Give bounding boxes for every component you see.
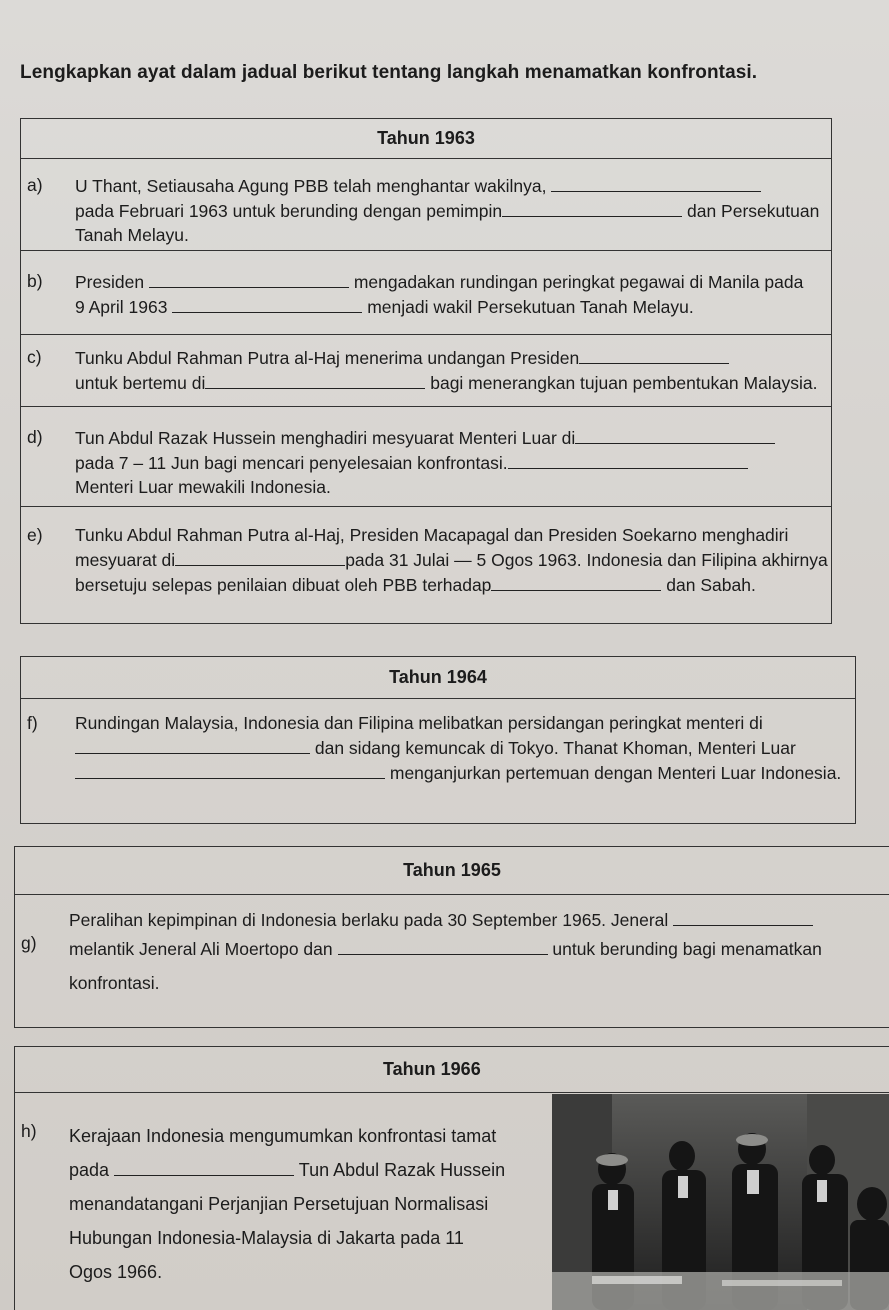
answer-blank-g2[interactable] [338,936,548,955]
answer-blank-b2[interactable] [172,294,362,313]
row-g-line2-end: untuk berunding bagi menamatkan [552,939,822,959]
year-heading-1966: Tahun 1966 [15,1047,889,1093]
row-b-line1-end: mengadakan rundingan peringkat pegawai di Manila pada [353,272,804,292]
historical-photo [552,1094,889,1310]
row-d [21,407,831,507]
answer-blank-c2[interactable] [205,370,425,389]
answer-blank-f1[interactable] [75,735,310,754]
row-letter-f: f) [27,713,38,733]
answer-blank-e2[interactable] [491,572,661,591]
row-g-line1: Peralihan kepimpinan di Indonesia berlaku pada 30 September 1965. Jeneral [69,910,669,930]
row-f [21,699,855,823]
row-letter-d: d) [27,427,43,447]
row-letter-g: g) [21,933,37,953]
row-h-line4: Hubungan Indonesia-Malaysia di Jakarta pada 11 [69,1228,464,1248]
row-letter-c: c) [27,347,42,367]
row-c-line2-end: bagi menerangkan tujuan pembentukan Malaysia. [430,373,818,393]
year-heading-1963: Tahun 1963 [21,119,831,159]
row-b-line2: 9 April 1963 [75,297,168,317]
row-a-line1: U Thant, Setiausaha Agung PBB telah menghantar wakilnya, [75,176,547,196]
row-letter-e: e) [27,525,43,545]
row-b [21,251,831,335]
answer-blank-g1[interactable] [673,907,813,926]
table-1965 [14,846,889,1028]
answer-blank-f2[interactable] [75,760,385,779]
row-a [21,159,831,251]
answer-blank-e1[interactable] [175,547,345,566]
answer-blank-h1[interactable] [114,1157,294,1176]
row-e-line2-end: pada 31 Julai — 5 Ogos 1963. Indonesia dan Filipina akhirnya [345,550,828,570]
table-1963 [20,118,832,624]
row-a-line2: pada Februari 1963 untuk berunding dengan pemimpin [75,201,503,221]
answer-blank-c1[interactable] [579,345,729,364]
row-c [21,335,831,407]
row-e-line3: bersetuju selepas penilaian dibuat oleh PBB terhadap [75,575,492,595]
row-c-line2: untuk bertemu di [75,373,206,393]
row-f-line3: menganjurkan pertemuan dengan Menteri Luar Indonesia. [389,763,842,783]
answer-blank-a2[interactable] [502,198,682,217]
answer-blank-d2[interactable] [508,450,748,469]
row-h-line1: Kerajaan Indonesia mengumumkan konfrontasi tamat [69,1126,497,1146]
row-h-line3: menandatangani Perjanjian Persetujuan Normalisasi [69,1194,489,1214]
row-e-line1: Tunku Abdul Rahman Putra al-Haj, Presiden Macapagal dan Presiden Soekarno menghadiri [75,525,789,545]
year-heading-1964: Tahun 1964 [21,657,855,699]
row-g [15,895,889,1027]
row-d-line3: Menteri Luar mewakili Indonesia. [75,477,331,497]
table-1964 [20,656,856,824]
answer-blank-a1[interactable] [551,173,761,192]
row-e [21,507,831,621]
row-g-line2: melantik Jeneral Ali Moertopo dan [69,939,333,959]
year-heading-1965: Tahun 1965 [15,847,889,895]
row-a-line3: Tanah Melayu. [75,225,189,245]
answer-blank-b1[interactable] [149,269,349,288]
instruction-text: Lengkapkan ayat dalam jadual berikut tentang langkah menamatkan konfrontasi. [20,62,758,83]
row-h-line2-end: Tun Abdul Razak Hussein [298,1160,506,1180]
row-c-line1: Tunku Abdul Rahman Putra al-Haj menerima undangan Presiden [75,348,580,368]
row-e-line2: mesyuarat di [75,550,176,570]
row-d-line1: Tun Abdul Razak Hussein menghadiri mesyuarat Menteri Luar di [75,428,576,448]
photo-illustration [552,1094,889,1310]
answer-blank-d1[interactable] [575,425,775,444]
row-g-line3: konfrontasi. [69,973,160,993]
row-letter-a: a) [27,175,43,195]
row-e-line3-end: dan Sabah. [666,575,756,595]
row-letter-b: b) [27,271,43,291]
row-b-line1: Presiden [75,272,145,292]
row-b-line2-end: menjadi wakil Persekutuan Tanah Melayu. [367,297,694,317]
row-a-line2-end: dan Persekutuan [686,201,820,221]
row-f-line2: dan sidang kemuncak di Tokyo. Thanat Khoman, Menteri Luar [314,738,796,758]
row-h-line5: Ogos 1966. [69,1262,163,1282]
row-d-line2: pada 7 – 11 Jun bagi mencari penyelesaian konfrontasi. [75,453,508,473]
row-h-line2: pada [69,1160,110,1180]
row-letter-h: h) [21,1121,37,1141]
row-f-line1: Rundingan Malaysia, Indonesia dan Filipina melibatkan persidangan peringkat menteri di [75,713,763,733]
